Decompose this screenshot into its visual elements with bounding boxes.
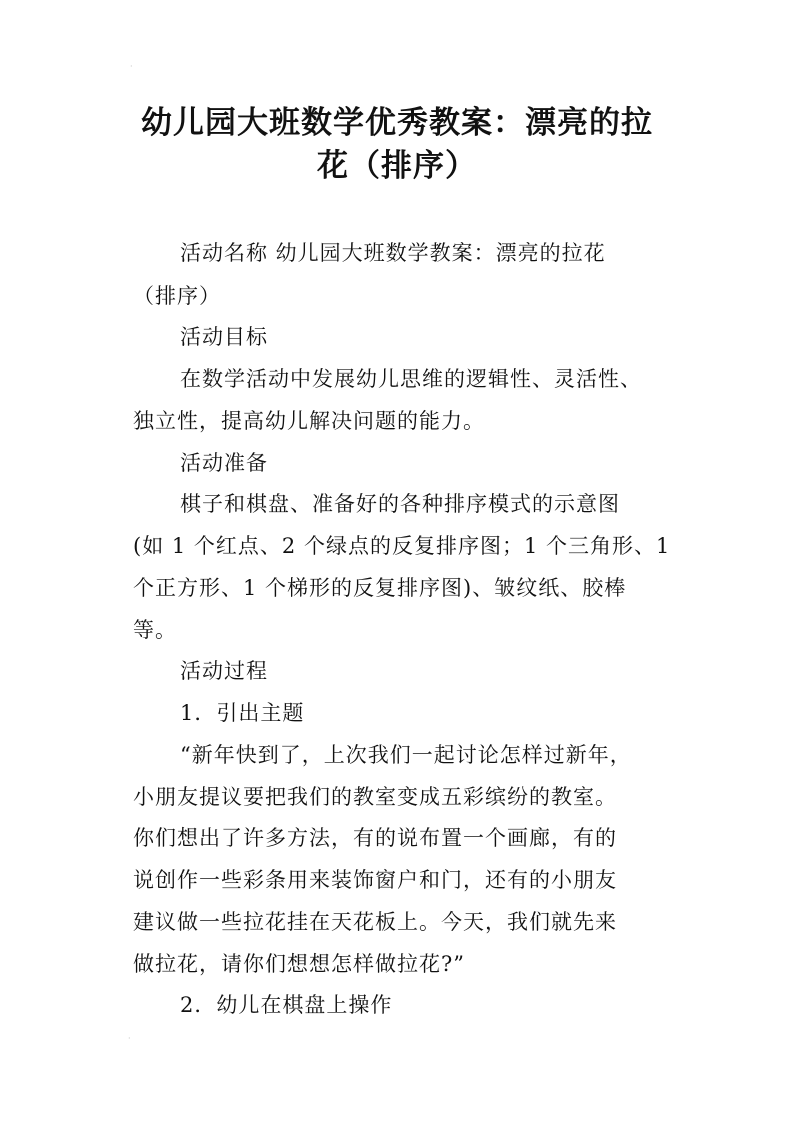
goal-text-line-1: 在数学活动中发展幼儿思维的逻辑性、灵活性、	[180, 367, 642, 391]
step1-text-line-1: “新年快到了，上次我们一起讨论怎样过新年，	[180, 743, 632, 767]
goal-text-line-2: 独立性，提高幼儿解决问题的能力。	[133, 409, 485, 433]
prep-text-line-1: 棋子和棋盘、准备好的各种排序模式的示意图	[180, 492, 620, 516]
corner-mark-bottom: ·	[128, 1034, 131, 1043]
step1-text-line-5: 建议做一些拉花挂在天花板上。今天，我们就先来	[133, 910, 617, 934]
prep-text-line-3: 个正方形、1 个梯形的反复排序图)、皱纹纸、胶棒	[133, 576, 627, 600]
process-heading: 活动过程	[180, 659, 268, 683]
step1-text-line-4: 说创作一些彩条用来装饰窗户和门，还有的小朋友	[133, 868, 617, 892]
goal-heading: 活动目标	[180, 325, 268, 349]
activity-name-line-1: 活动名称 幼儿园大班数学教案：漂亮的拉花	[180, 241, 606, 265]
activity-name-line-2: （排序）	[133, 284, 221, 308]
step2-heading: 2．幼儿在棋盘上操作	[180, 993, 393, 1017]
corner-mark-top: ·	[130, 62, 133, 71]
document-title-line-1: 幼儿园大班数学优秀教案：漂亮的拉	[141, 105, 653, 141]
prep-text-line-2: (如 1 个红点、2 个绿点的反复排序图；1 个三角形、1	[133, 534, 671, 558]
step1-heading: 1．引出主题	[180, 701, 305, 725]
step1-text-line-6: 做拉花，请你们想想怎样做拉花?”	[133, 952, 465, 976]
prep-text-line-4: 等。	[133, 618, 177, 642]
step1-text-line-2: 小朋友提议要把我们的教室变成五彩缤纷的教室。	[133, 785, 617, 809]
step1-text-line-3: 你们想出了许多方法，有的说布置一个画廊，有的	[133, 826, 617, 850]
prep-heading: 活动准备	[180, 451, 268, 475]
document-title-line-2: 花（排序）	[317, 148, 477, 184]
